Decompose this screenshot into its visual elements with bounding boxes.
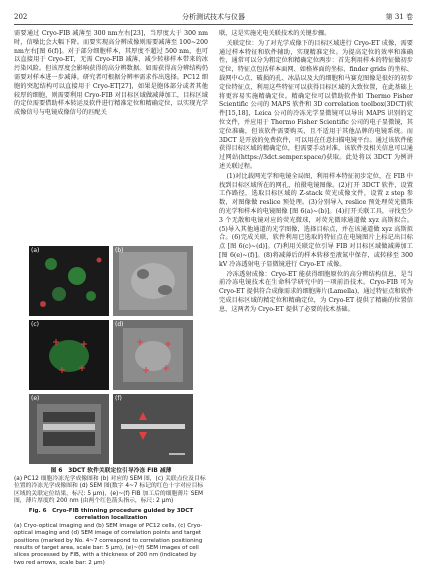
figure-caption-english bbox=[14, 508, 208, 567]
figure-caption-body-en: (a) Cryo-optical imaging and (b) SEM image of PC12 cells, (c) Cryo-optical imaging and (d) SEM image of correlation points and target positions (marked by No. 4~7 correspond to correlation positioning results of target area, scale bar: 5 μm), (e)~(f) SEM images of cell slices processed by FIB, with a thickness of 200 nm (indicated by two red arrows, scale bar: 2 μm) bbox=[14, 522, 203, 566]
panel-label: (f) bbox=[115, 395, 122, 402]
panel-label: (e) bbox=[31, 395, 40, 402]
body-paragraph: 关联定位：为了对光学成像下的目标区域进行 Cryo-ET 成像，需要通过样本特征和软件辅助，实现精准定位。为提高定位的效率和准确性，通常可以分为粗定位和精确定位两步：首先利用样本的特征做初步定位，特征点包括样本面网、如格界面的坐标、finder grids 的坐标、载网中心点、破损的孔、冰晶以及大的细胞和马赛克图像是很好的初步定位特征点，利用这些特征可以获得目标区域的大致位置，在此基础上将更容易实施精确定位。精确定位可以借助软件如 Thermo Fisher Scientific 公司的 MAPS 软件和 3D correlation toolbox(3DCT)软件[15,18]，Leica 公司的冷冻光学显微镜可以导出 MAPS 识别的定位文件，并应用于 Thermo Fisher Scientific 公司的电子显微镜，其定位准确，但该软件需要购买，且不适用于其他品牌的电镜系统。而 3DCT 是开放的免费软件，可以用在任意扫描电镜平台。通过该软件能获得目标区域的精确定位，但需要手动对准，该软件及相关信息可以通过网站(https://3dct.semper.space/)获取。此处将以 3DCT 为例讲述关联过程。 bbox=[219, 39, 413, 170]
body-paragraph: 联，这是实施光电关联技术的关键步骤。 bbox=[219, 30, 331, 37]
journal-title: 分析测试技术与仪器 bbox=[182, 13, 245, 21]
panel-a-fluorescence-image bbox=[29, 246, 109, 316]
page-header bbox=[14, 10, 413, 25]
page-number: 202 bbox=[14, 13, 28, 21]
panel-d-sem-correlation bbox=[113, 320, 193, 390]
body-paragraph: (1)对比载网光学和电镜全局图，利用样本特征初步定位，在 FIB 中找到目标区域所在的网孔，拍摄电镜图像。(2)打开 3DCT 软件，设置工作路径，选取目标区域的 Z-stack 荧光成像文件，设置 z step 参数，对图像做 reslice 预处理。(3)分别导入 reslice 预处理荧光微珠的光学和样本的电镜图像 [图 6(a)~(b)]。(4)打开关联工具，寻找至少 3 个无散和电镜对应的荧光微球，对荧光微球通道做 xyz 高斯拟合。(5)导入其他通道的光学图像，选择目标点，并在该通道做 xyz 高斯拟合。(6)完成关联，软件利用已选取的特征点在电镜图片上标记出目标点 [图 6(c)~(d)]。(7)利用关联定位引导 FIB 对目标区域做减薄加工 [图 6(e)~(f)]。(8)将减薄后的样本转移至液氮中保存，或转移至 300 kV 冷冻透射电子显微镜进行 Cryo-ET 成像。 bbox=[219, 172, 413, 268]
figure-title-cn: 图 6 3DCT 软件关联定位引导冷冻 FIB 减薄 bbox=[50, 468, 172, 474]
panel-label: (b) bbox=[115, 247, 124, 254]
figure-caption-body-cn: (a) PC12 细胞冷冻光学成像图和 (b) 对应的 SEM 图，(c) 关联点位及目标位置的冷冻光学成像图和 (d) SEM 图(数字 4~7 标记的红色十字对应目标区域的关联定位结果，标尺: 5 μm)，(e)~(f) FIB 加工后的细胞薄片 SEM 图，薄片厚度约 200 nm (由两个红色箭头指示，标尺: 2 μm) bbox=[14, 475, 206, 505]
volume-label: 第 31 卷 bbox=[385, 13, 413, 21]
panel-label: (c) bbox=[31, 321, 39, 328]
panel-b-sem-image bbox=[113, 246, 193, 316]
body-paragraph: 需要通过 Cryo-FIB 减薄至 300 nm左右[23]，当厚度大于 300 nm时，信噪比会大幅下降。而要实现高分辨成像则需要减薄至 100~200 nm左右[图 6(f)]。对于部分细胞样本，其厚度不超过 500 nm，也可以直接用于 Cryo-ET，无需 Cryo-FIB 减薄，减少转移样本带来的冰污染风险。但该厚度会影响获得的高分辨数据。如需获得高分辨结构仍需要对样本进一步减薄。研究者可根据分辨率需求作出选择。PC12 细胞的突起结构可以直接用于 Cryo-ET[27]，如果是胞体部分或者其他较厚的细胞，则需要利用 Cryo-FIB 对目标区域做减薄加工，目标区域的定位需要借助样本转运及软件进行精准定位和精确定位，以实现光学成像信号与电镜成像信号的匹配关 bbox=[14, 30, 208, 117]
left-column bbox=[14, 30, 208, 119]
panel-label: (a) bbox=[31, 247, 40, 254]
panel-f-lamella bbox=[113, 394, 193, 464]
body-paragraph: 冷冻透射成像：Cryo-ET 能获得细胞原位的高分辨结构信息，是当前冷冻电镜技术在生命科学研究中的一项前沿技术。Cryo-FIB 可为 Cryo-ET 提供符合成像需求的细胞薄片(Lamella)，通过特征点和软件完成目标区域的精定位和精确定位，为 Cryo-ET 提供了精确的位置信息，这两者为 Cryo-ET 提供了必要的技术基础。 bbox=[219, 270, 413, 313]
figure-6 bbox=[14, 246, 208, 567]
panel-e-fib-sem bbox=[29, 394, 109, 464]
panel-label: (d) bbox=[115, 321, 124, 328]
figure-panel-grid bbox=[14, 246, 208, 464]
figure-title-en: Fig. 6 Cryo-FIB thinning procedure guided by 3DCT correlation localization bbox=[28, 507, 194, 522]
panel-c-fluorescence-correlation bbox=[29, 320, 109, 390]
right-column bbox=[219, 30, 413, 316]
figure-caption-chinese bbox=[14, 468, 208, 506]
